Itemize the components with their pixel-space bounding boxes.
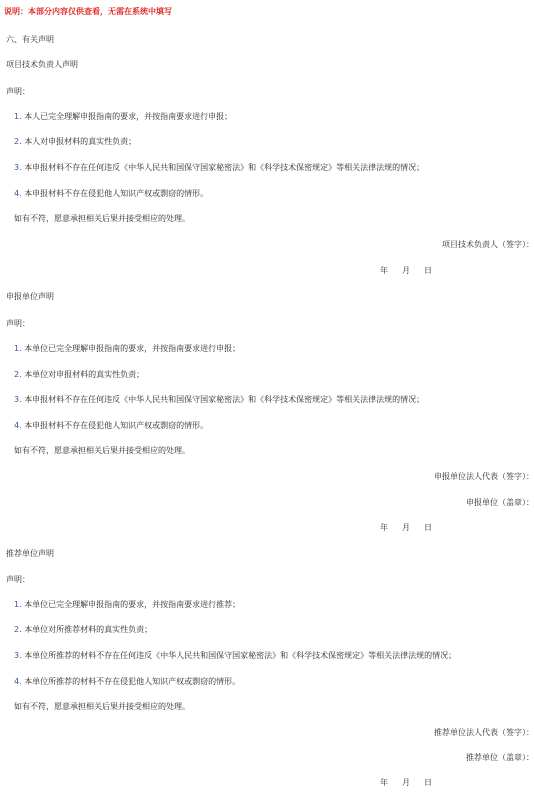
notice-text: 说明：本部分内容仅供查看，无需在系统中填写: [4, 7, 172, 16]
item-text: 本申报材料不存在侵犯他人知识产权或剽窃的情形。: [24, 189, 209, 198]
item-number: 1.: [14, 600, 22, 609]
item-text: 本单位所推荐的材料不存在侵犯他人知识产权或剽窃的情形。: [24, 677, 241, 686]
item-text: 本单位已完全理解申报指南的要求，并按指南要求进行推荐；: [24, 600, 241, 609]
block-3-date: [380, 777, 432, 788]
block-1-date: [380, 265, 432, 276]
date-year: 年: [380, 266, 388, 275]
block-2-item-2: [14, 369, 144, 380]
item-text: 本单位对所推荐材料的真实性负责；: [24, 625, 153, 634]
block-2-signature-legal-rep: 申报单位法人代表（签字）：: [434, 472, 534, 481]
block-3-item-2: [14, 624, 152, 635]
item-number: 2.: [14, 370, 22, 379]
item-number: 1.: [14, 112, 22, 121]
date-year: 年: [380, 523, 388, 532]
block-1-item-1: [14, 111, 232, 122]
block-2-heading: 申报单位声明: [6, 292, 54, 301]
item-number: 3.: [14, 395, 22, 404]
block-3-signature-legal-rep: 推荐单位法人代表（签字）：: [434, 728, 534, 737]
block-1-heading: 项目技术负责人声明: [6, 60, 78, 69]
block-3-item-3: [14, 650, 456, 661]
date-day: 日: [424, 266, 432, 275]
block-2-seal-unit: 申报单位（盖章）：: [466, 498, 534, 507]
block-1-signature-tech-lead: 项目技术负责人（签字）：: [442, 240, 534, 249]
item-text: 本单位对申报材料的真实性负责；: [24, 370, 145, 379]
block-2-closing: 如有不符，愿意承担相关后果并接受相应的处理。: [14, 446, 190, 455]
block-2-item-1: [14, 343, 240, 354]
item-number: 3.: [14, 651, 22, 660]
item-text: 本单位所推荐的材料不存在任何违反《中华人民共和国保守国家秘密法》和《科学技术保密规定》等相关法律法规的情况；: [24, 651, 457, 660]
date-year: 年: [380, 778, 388, 787]
block-2-item-4: [14, 420, 208, 431]
block-1-item-4: [14, 188, 208, 199]
date-month: 月: [402, 523, 410, 532]
block-1-closing: 如有不符，愿意承担相关后果并接受相应的处理。: [14, 214, 190, 223]
block-1-item-2: [14, 136, 136, 147]
date-day: 日: [424, 523, 432, 532]
block-3-closing: 如有不符，愿意承担相关后果并接受相应的处理。: [14, 702, 190, 711]
block-3-label: 声明：: [6, 575, 30, 584]
block-3-item-4: [14, 676, 240, 687]
block-3-item-1: [14, 599, 240, 610]
block-3-heading: 推荐单位声明: [6, 549, 54, 558]
item-number: 2.: [14, 137, 22, 146]
item-number: 4.: [14, 677, 22, 686]
date-day: 日: [424, 778, 432, 787]
item-number: 4.: [14, 421, 22, 430]
block-2-date: [380, 522, 432, 533]
block-3-seal-unit: 推荐单位（盖章）：: [466, 753, 534, 762]
item-number: 1.: [14, 344, 22, 353]
date-month: 月: [402, 266, 410, 275]
item-text: 本单位已完全理解申报指南的要求，并按指南要求进行申报；: [24, 344, 241, 353]
block-1-item-3: [14, 162, 424, 173]
block-2-label: 声明：: [6, 319, 30, 328]
section-title: 六、有关声明: [6, 35, 54, 44]
item-text: 本申报材料不存在侵犯他人知识产权或剽窃的情形。: [24, 421, 209, 430]
block-1-label: 声明：: [6, 87, 30, 96]
item-text: 本申报材料不存在任何违反《中华人民共和国保守国家秘密法》和《科学技术保密规定》等相关法律法规的情况；: [24, 163, 425, 172]
item-number: 3.: [14, 163, 22, 172]
item-text: 本申报材料不存在任何违反《中华人民共和国保守国家秘密法》和《科学技术保密规定》等相关法律法规的情况；: [24, 395, 425, 404]
item-text: 本人对申报材料的真实性负责；: [24, 137, 137, 146]
item-text: 本人已完全理解申报指南的要求，并按指南要求进行申报；: [24, 112, 233, 121]
date-month: 月: [402, 778, 410, 787]
block-2-item-3: [14, 394, 424, 405]
item-number: 4.: [14, 189, 22, 198]
item-number: 2.: [14, 625, 22, 634]
